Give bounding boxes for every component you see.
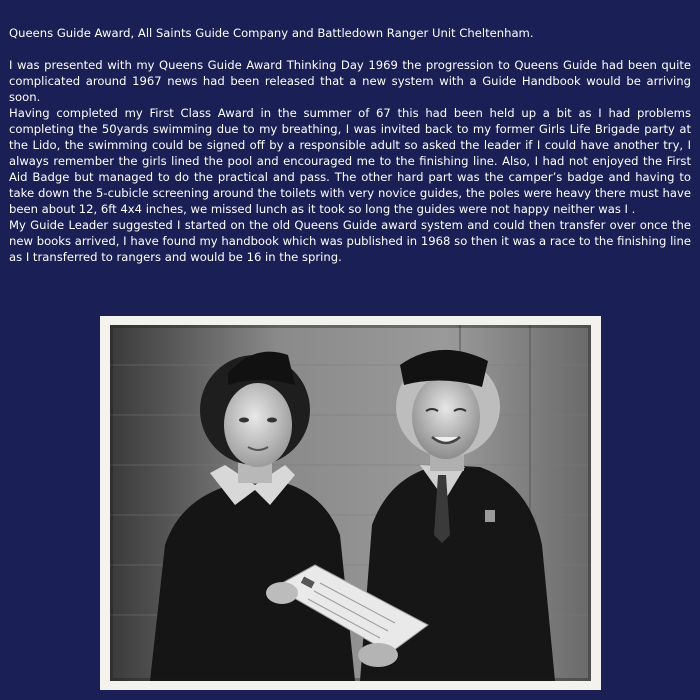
paragraph-handbook: My Guide Leader suggested I started on the old Queens Guide award system and could then transfer over once the new books arrived, I have found my handbook which was published in 1968 so then it was a race to the finishing line as I transferred to rangers and would be 16 in the spring. (9, 218, 691, 264)
paragraph-intro: I was presented with my Queens Guide Award Thinking Day 1969 the progression to Queens Guide had been quite complicated around 1967 news had been released that a new system with a Guide Handbook would be arriving soon. (9, 58, 691, 104)
paragraph-first-class: Having completed my First Class Award in the summer of 67 this had been held up a bit as I had problems completing the 50yards swimming due to my breathing, I was invited back to my former Girls Life Brigade party at the Lido, the swimming could be signed off by a responsible adult so asked the leader if I could have another try, I always remember the girls lined the pool and encouraged me to the finishing line. Also, I had not enjoyed the First Aid Badge but managed to do the practical and pass. The other hard part was the camper’s badge and having to take down the 5-cubicle screening around the toilets with very novice guides, the poles were heavy there must have been about 12, 6ft 4x4 inches, we missed lunch as it took so long the guides were not happy neither was I . (9, 106, 691, 216)
photo-frame (100, 316, 601, 690)
page-title: Queens Guide Award, All Saints Guide Company and Battledown Ranger Unit Cheltenham. (9, 26, 534, 40)
award-presentation-photo (110, 325, 591, 681)
left-hand (266, 582, 298, 604)
article-body (9, 57, 691, 265)
right-hand (358, 643, 398, 667)
